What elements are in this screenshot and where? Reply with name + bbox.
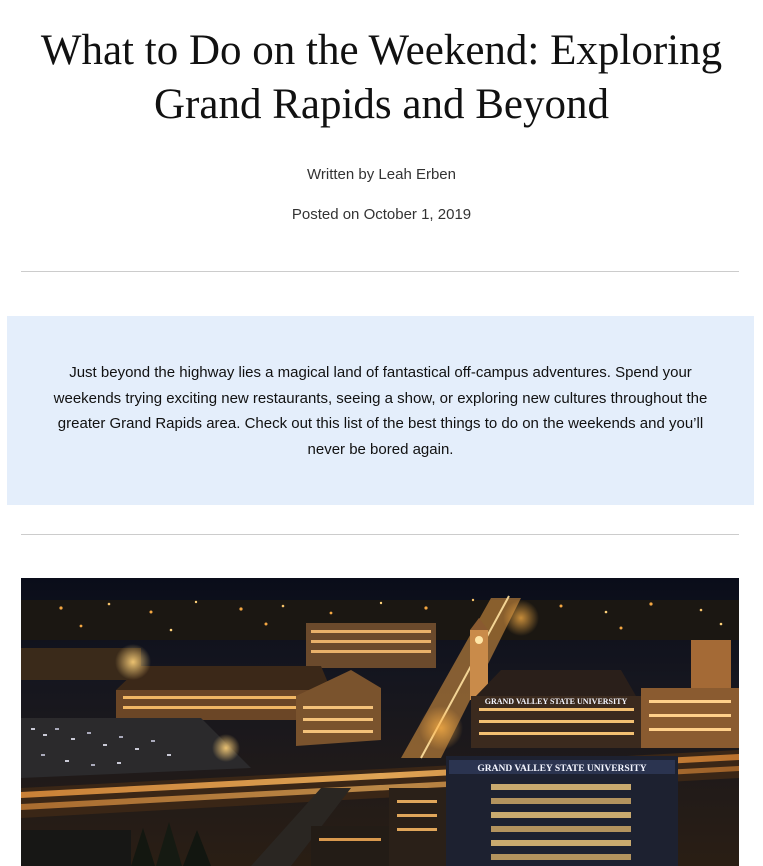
intro-text: Just beyond the highway lies a magical land of fantastical off-campus adventures. Spend your weekends trying exciting new restaurants, seeing a show, or exploring new cultures throughout the greater Grand Rapids area. Check out this list of the best things to do on the weekends and you’ll never be bored again. [53,364,708,458]
article-title: What to Do on the Weekend: Exploring Grand Rapids and Beyond [40,27,723,128]
university-sign-upper: GRAND VALLEY STATE UNIVERSITY [484,697,628,706]
hero-image-campus-night [21,578,739,866]
post-date: Posted on October 1, 2019 [291,206,472,223]
university-sign-tower: GRAND VALLEY STATE UNIVERSITY [477,764,647,774]
divider-top [21,271,739,272]
campus-night-illustration [21,578,739,866]
author-byline: Written by Leah Erben [307,166,456,183]
intro-callout [7,316,754,505]
divider-bottom [21,534,739,535]
street-light-glow [115,644,151,680]
